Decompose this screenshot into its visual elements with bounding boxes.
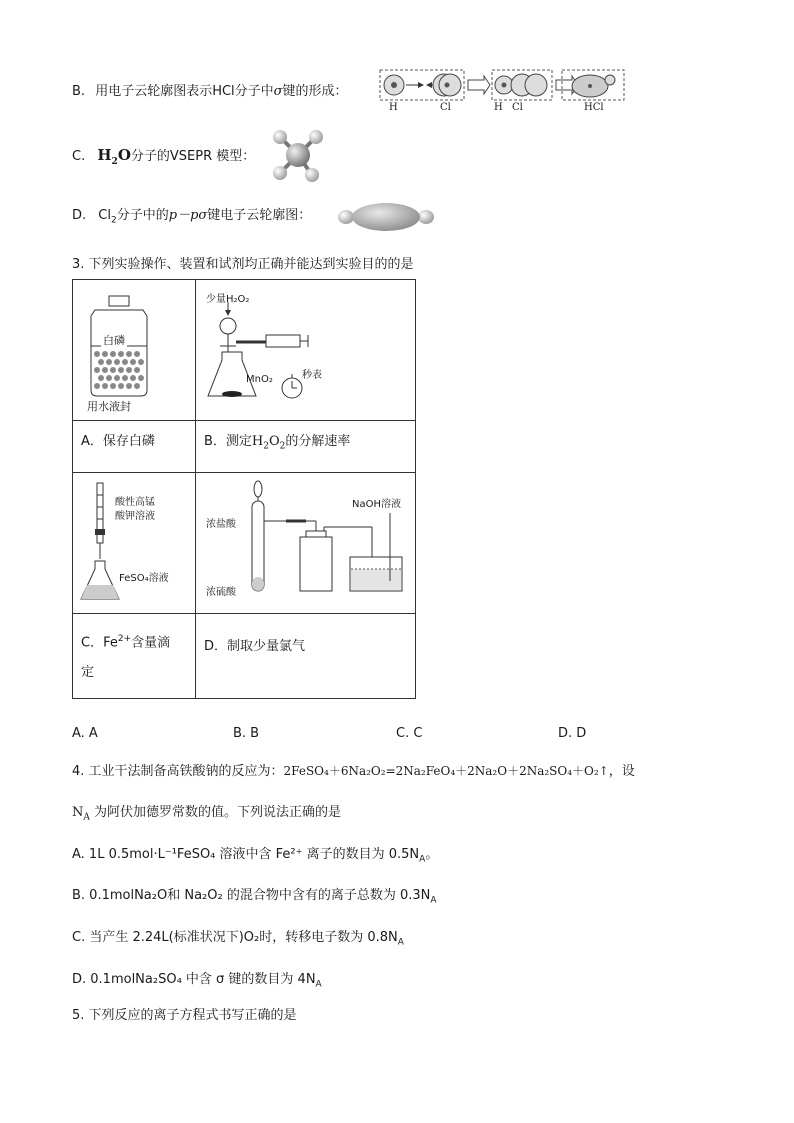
q4-stem-line2: $N_A$ 为阿伏加德罗常数的值。下列说法正确的是 — [72, 805, 342, 823]
cell-b-figure — [196, 280, 416, 421]
fig-label-h1: H — [389, 102, 398, 113]
feso4-label: FeSO₄溶液 — [119, 573, 169, 584]
cell-d-figure — [196, 473, 416, 614]
fig-label-h2: H — [494, 102, 503, 113]
conc-hcl-label: 浓盐酸 — [206, 519, 236, 530]
h2o2-label: 少量H₂O₂ — [206, 294, 250, 305]
cell-d-label: D．制取少量氯气 — [196, 614, 416, 699]
mno2-label: MnO₂ — [246, 374, 273, 385]
fig-label-cl1: Cl — [440, 102, 451, 113]
cell-c-figure — [73, 473, 196, 614]
cell-b-label: B．测定$H_2O_2$的分解速率 — [196, 421, 416, 473]
cell-a-figure — [73, 280, 196, 421]
q4-option-c: C. 当产生 2.24L(标准状况下)O₂时，转移电子数为 $0.8N_A$ — [72, 930, 404, 948]
q2-option-d-label: D. — [72, 208, 87, 223]
p-p-sigma-cloud-figure — [336, 200, 436, 234]
cell-a-label: A．保存白磷 — [73, 421, 196, 473]
bottle-label: 白磷 — [103, 334, 125, 347]
q2-option-b-text2: 键的形成： — [282, 84, 348, 99]
q3-option-a: A. A — [72, 726, 98, 741]
kmno4-label-line1: 酸性高锰 — [115, 497, 155, 508]
q2-option-c — [72, 145, 255, 172]
cl2-formula: $Cl_2$ — [98, 208, 117, 226]
q2-option-b — [72, 82, 348, 102]
fig-label-cl2: Cl — [512, 102, 523, 113]
cell-c-label: C．$Fe^{2+}$含量滴 定 — [73, 614, 196, 699]
q3-experiment-table — [72, 279, 416, 699]
q2-option-d-text: 分子中的 — [116, 208, 169, 223]
pp-sigma: p－pσ — [168, 208, 208, 223]
fig-label-hcl: HCl — [584, 102, 604, 113]
q2-option-d — [72, 206, 311, 231]
naoh-label: NaOH溶液 — [352, 499, 401, 510]
vsepr-model-figure — [268, 125, 328, 185]
q4-option-b: B. 0.1molNa₂O和 Na₂O₂ 的混合物中含有的离子总数为 $0.3N_A$ — [72, 888, 437, 906]
timer-label: 秒表 — [302, 370, 322, 381]
q2-option-b-label: B. — [72, 84, 86, 99]
q2-option-c-label: C. — [72, 149, 86, 164]
q4-equation: 2FeSO₄＋6Na₂O₂=2Na₂FeO₄＋2Na₂O＋2Na₂SO₄＋O₂↑ — [283, 764, 609, 778]
q3-option-b: B. B — [233, 726, 260, 741]
q4-stem-line1: 4. 工业干法制备高铁酸钠的反应为：2FeSO₄＋6Na₂O₂=2Na₂FeO₄＋2Na₂O＋2Na₂SO₄＋O₂↑，设 — [72, 764, 635, 779]
q2-option-d-text2: 键电子云轮廓图： — [207, 208, 312, 223]
kmno4-label-line2: 酸钾溶液 — [115, 511, 155, 522]
q3-option-c: C. C — [396, 726, 423, 741]
q4-option-a: A. 1L 0.5mol·L⁻¹FeSO₄ 溶液中含 Fe²⁺ 离子的数目为 $0.5N_A$。 — [72, 847, 439, 865]
sigma-symbol: σ — [273, 84, 283, 99]
q4-option-d: D. 0.1molNa₂SO₄ 中含 σ 键的数目为 $4N_A$ — [72, 972, 322, 990]
white-phosphorus-bottle-figure — [73, 280, 195, 416]
q2-option-b-text: 用电子云轮廓图表示HCl分子中 — [95, 84, 274, 99]
h2o-formula: $H_2O$ — [97, 146, 131, 167]
q5-stem: 5. 下列反应的离子方程式书写正确的是 — [72, 1008, 297, 1023]
q3-option-d: D. D — [558, 726, 587, 741]
q3-stem: 3. 下列实验操作、装置和试剂均正确并能达到实验目的的是 — [72, 257, 414, 272]
q2-option-c-text: 分子的VSEPR 模型： — [130, 149, 256, 164]
water-seal-label: 用水液封 — [87, 400, 131, 413]
conc-h2so4-label: 浓硫酸 — [206, 587, 236, 598]
